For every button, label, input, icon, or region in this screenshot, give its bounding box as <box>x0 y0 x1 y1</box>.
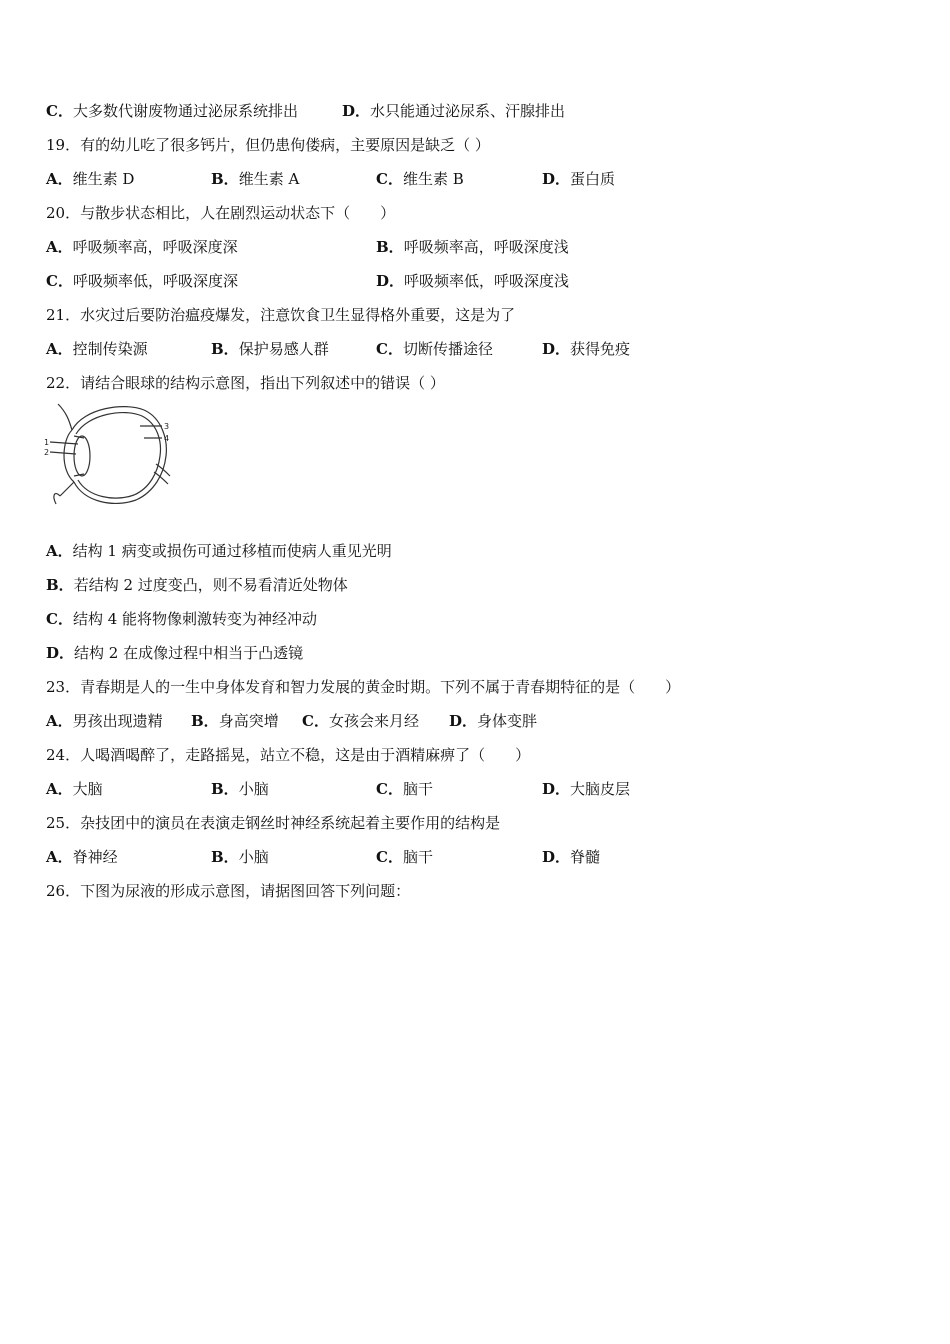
q24-option-a: A．大脑 <box>46 780 103 798</box>
eyeball-label-3: 3 <box>164 422 170 431</box>
q18-option-c: C．大多数代谢废物通过泌尿系统排出 <box>46 102 298 120</box>
q24-option-b: B．小脑 <box>211 780 269 798</box>
q23-option-b: B．身高突增 <box>191 712 279 730</box>
q26-stem: 26．下图为尿液的形成示意图，请据图回答下列问题： <box>46 882 411 900</box>
eyeball-label-4: 4 <box>164 434 170 443</box>
q25-option-b: B．小脑 <box>211 848 269 866</box>
q21-option-c: C．切断传播途径 <box>376 340 493 358</box>
q20-option-b: B．呼吸频率高，呼吸深度浅 <box>376 238 569 256</box>
q19-stem: 19．有的幼儿吃了很多钙片，但仍患佝偻病，主要原因是缺乏（ ） <box>46 136 490 154</box>
eyeball-label-1: 1 <box>44 438 50 447</box>
q23-option-a: A．男孩出现遗精 <box>46 712 163 730</box>
eyeball-structure-illustration <box>44 400 176 510</box>
q24-stem: 24．人喝酒喝醉了，走路摇晃，站立不稳，这是由于酒精麻痹了（ ） <box>46 746 531 764</box>
q18-option-d: D．水只能通过泌尿系、汗腺排出 <box>342 102 566 120</box>
q19-option-b: B．维生素 A <box>211 170 300 188</box>
q19-option-c: C．维生素 B <box>376 170 464 188</box>
q22-option-d: D．结构 2 在成像过程中相当于凸透镜 <box>46 644 304 662</box>
q22-stem: 22．请结合眼球的结构示意图，指出下列叙述中的错误（ ） <box>46 374 445 392</box>
q25-option-c: C．脑干 <box>376 848 433 866</box>
eyeball-diagram <box>44 400 176 510</box>
q21-option-b: B．保护易感人群 <box>211 340 329 358</box>
q20-option-d: D．呼吸频率低，呼吸深度浅 <box>376 272 570 290</box>
q21-stem: 21．水灾过后要防治瘟疫爆发，注意饮食卫生显得格外重要，这是为了 <box>46 306 516 324</box>
q22-option-c: C．结构 4 能将物像刺激转变为神经冲动 <box>46 610 318 628</box>
q20-option-c: C．呼吸频率低，呼吸深度深 <box>46 272 238 290</box>
q23-option-d: D．身体变胖 <box>449 712 538 730</box>
q24-option-c: C．脑干 <box>376 780 433 798</box>
q23-stem: 23．青春期是人的一生中身体发育和智力发展的黄金时期。下列不属于青春期特征的是（ ） <box>46 678 681 696</box>
q25-option-a: A．脊神经 <box>46 848 118 866</box>
q20-stem: 20．与散步状态相比，人在剧烈运动状态下（ ） <box>46 204 396 222</box>
q22-option-b: B．若结构 2 过度变凸，则不易看清近处物体 <box>46 576 348 594</box>
q25-stem: 25．杂技团中的演员在表演走钢丝时神经系统起着主要作用的结构是 <box>46 814 501 832</box>
eyeball-label-2: 2 <box>44 448 50 457</box>
q19-option-d: D．蛋白质 <box>542 170 616 188</box>
q20-option-a: A．呼吸频率高，呼吸深度深 <box>46 238 238 256</box>
q25-option-d: D．脊髓 <box>542 848 601 866</box>
q22-option-a: A．结构 1 病变或损伤可通过移植而使病人重见光明 <box>46 542 392 560</box>
q19-option-a: A．维生素 D <box>46 170 135 188</box>
q21-option-d: D．获得免疫 <box>542 340 631 358</box>
q23-option-c: C．女孩会来月经 <box>302 712 419 730</box>
q21-option-a: A．控制传染源 <box>46 340 148 358</box>
q24-option-d: D．大脑皮层 <box>542 780 631 798</box>
